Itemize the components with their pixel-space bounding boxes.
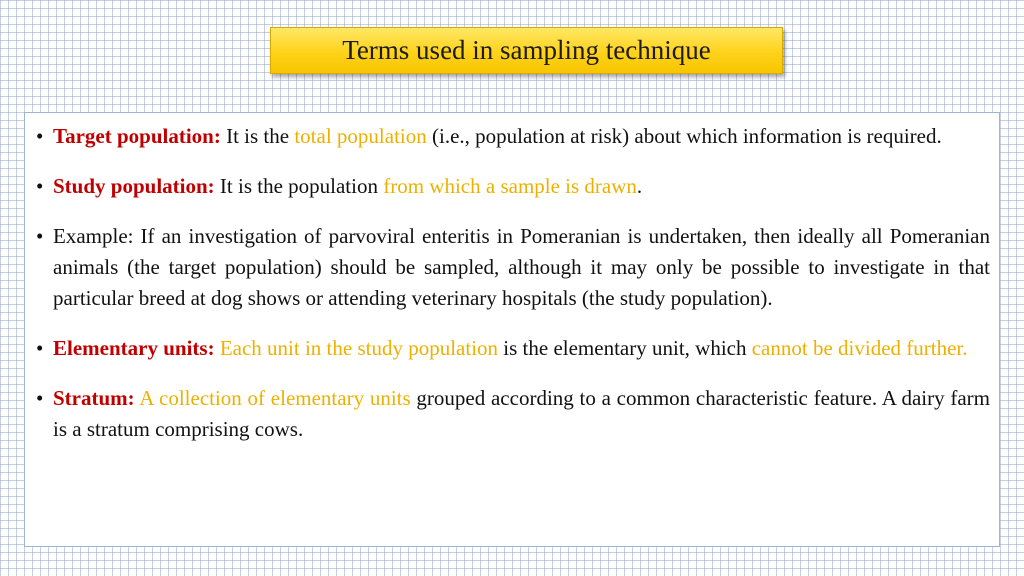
bullet-dot: • bbox=[36, 386, 44, 410]
highlight-text: from which a sample is drawn bbox=[383, 174, 637, 198]
bullet-example bbox=[35, 221, 990, 314]
highlight-text: total population bbox=[294, 124, 427, 148]
highlight-text: cannot be divided further. bbox=[751, 336, 968, 360]
bullet-dot: • bbox=[36, 174, 44, 198]
bullet-stratum bbox=[35, 383, 990, 445]
bullet-text: Example: If an investigation of parvoviral enteritis in Pomeranian is undertaken, then ideally all Pomeranian animals (the target population) should be sampled, although it may only be possible to investigate in that particular breed at dog shows or attending veterinary hospitals (the study population). bbox=[53, 224, 990, 310]
content-panel bbox=[24, 112, 1000, 547]
term-label: Study population: bbox=[53, 174, 215, 198]
bullet-text: (i.e., population at risk) about which information is required. bbox=[426, 124, 942, 148]
bullet-dot: • bbox=[36, 336, 44, 360]
bullet-dot: • bbox=[36, 224, 44, 248]
bullet-dot: • bbox=[36, 124, 44, 148]
title-banner bbox=[270, 27, 783, 74]
highlight-text: Each unit in the study population bbox=[219, 336, 499, 360]
slide-title: Terms used in sampling technique bbox=[342, 35, 711, 65]
bullet-text: It is the bbox=[220, 124, 295, 148]
bullet-text: grouped according to a common characteristic feature. A dairy farm is a stratum comprising cows. bbox=[53, 386, 991, 441]
bullet-text: It is the population bbox=[214, 174, 384, 198]
bullet-text: . bbox=[636, 174, 643, 198]
bullet-elementary-units bbox=[35, 333, 990, 364]
bullet-target-population bbox=[35, 121, 990, 152]
term-label: Target population: bbox=[53, 124, 221, 148]
term-label: Elementary units: bbox=[53, 336, 215, 360]
highlight-text: A collection of elementary units bbox=[139, 386, 411, 410]
term-label: Stratum: bbox=[53, 386, 135, 410]
bullet-text: is the elementary unit, which bbox=[498, 336, 752, 360]
bullet-study-population bbox=[35, 171, 990, 202]
bullet-list bbox=[35, 121, 990, 445]
